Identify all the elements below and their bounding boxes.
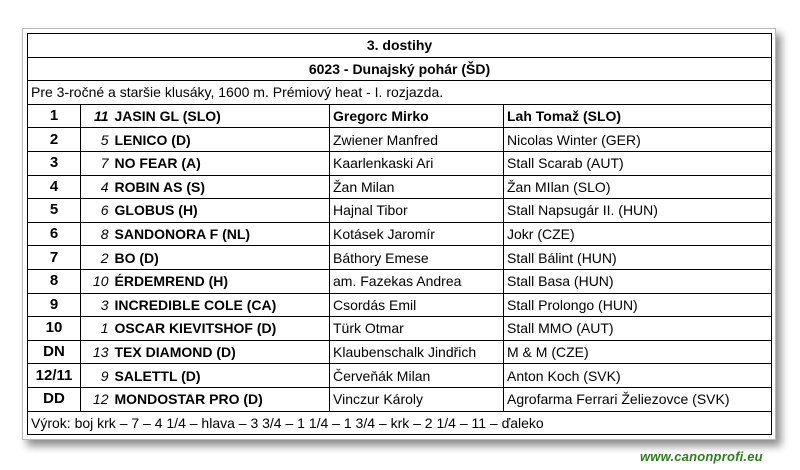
race-name: 6023 - Dunajský pohár (ŠD) bbox=[28, 57, 772, 81]
result-place: 7 bbox=[28, 246, 81, 270]
result-number: 5 bbox=[81, 128, 112, 152]
result-owner: Stall Basa (HUN) bbox=[504, 269, 772, 293]
watermark-text: www.canonprofi.eu bbox=[640, 449, 763, 464]
result-horse: LENICO (D) bbox=[112, 128, 330, 152]
race-conditions-row bbox=[28, 81, 772, 105]
race-title: 3. dostihy bbox=[28, 34, 772, 58]
result-place: 9 bbox=[28, 293, 81, 317]
result-driver: Kotásek Jaromír bbox=[330, 222, 504, 246]
result-horse: OSCAR KIEVITSHOF (D) bbox=[112, 317, 330, 341]
result-horse: JASIN GL (SLO) bbox=[112, 104, 330, 128]
result-owner: M & M (CZE) bbox=[504, 340, 772, 364]
result-number: 11 bbox=[81, 104, 112, 128]
result-owner: Stall Scarab (AUT) bbox=[504, 151, 772, 175]
result-number: 1 bbox=[81, 317, 112, 341]
result-number: 2 bbox=[81, 246, 112, 270]
result-number: 6 bbox=[81, 199, 112, 223]
result-number: 12 bbox=[81, 387, 112, 411]
result-row bbox=[28, 340, 772, 364]
result-horse: MONDOSTAR PRO (D) bbox=[112, 387, 330, 411]
result-place: 10 bbox=[28, 317, 81, 341]
result-number: 13 bbox=[81, 340, 112, 364]
result-driver: Türk Otmar bbox=[330, 317, 504, 341]
results-card bbox=[22, 28, 776, 440]
result-horse: SALETTL (D) bbox=[112, 364, 330, 388]
result-owner: Anton Koch (SVK) bbox=[504, 364, 772, 388]
result-horse: NO FEAR (A) bbox=[112, 151, 330, 175]
result-horse: INCREDIBLE COLE (CA) bbox=[112, 293, 330, 317]
result-row bbox=[28, 269, 772, 293]
result-driver: Csordás Emil bbox=[330, 293, 504, 317]
result-row bbox=[28, 175, 772, 199]
result-driver: Gregorc Mirko bbox=[330, 104, 504, 128]
result-driver: Hajnal Tibor bbox=[330, 199, 504, 223]
result-row bbox=[28, 246, 772, 270]
result-owner: Lah Tomaž (SLO) bbox=[504, 104, 772, 128]
result-driver: Žan Milan bbox=[330, 175, 504, 199]
result-driver: Zwiener Manfred bbox=[330, 128, 504, 152]
result-owner: Žan MIlan (SLO) bbox=[504, 175, 772, 199]
result-place: 6 bbox=[28, 222, 81, 246]
result-number: 8 bbox=[81, 222, 112, 246]
result-owner: Stall Bálint (HUN) bbox=[504, 246, 772, 270]
result-row bbox=[28, 317, 772, 341]
race-title-row bbox=[28, 34, 772, 58]
result-row bbox=[28, 199, 772, 223]
result-row bbox=[28, 222, 772, 246]
result-row bbox=[28, 364, 772, 388]
result-driver: Báthory Emese bbox=[330, 246, 504, 270]
result-driver: Červeňák Milan bbox=[330, 364, 504, 388]
result-horse: TEX DIAMOND (D) bbox=[112, 340, 330, 364]
result-driver: Klaubenschalk Jindřich bbox=[330, 340, 504, 364]
race-margins: Výrok: boj krk – 7 – 4 1/4 – hlava – 3 3/4 – 1 1/4 – 1 3/4 – krk – 2 1/4 – 11 – ďaleko bbox=[28, 411, 772, 435]
result-place: DD bbox=[28, 387, 81, 411]
result-driver: Vinczur Károly bbox=[330, 387, 504, 411]
result-place: 1 bbox=[28, 104, 81, 128]
result-owner: Jokr (CZE) bbox=[504, 222, 772, 246]
result-owner: Stall MMO (AUT) bbox=[504, 317, 772, 341]
result-number: 9 bbox=[81, 364, 112, 388]
result-number: 10 bbox=[81, 269, 112, 293]
result-row bbox=[28, 387, 772, 411]
result-row bbox=[28, 104, 772, 128]
result-horse: ÉRDEMREND (H) bbox=[112, 269, 330, 293]
result-number: 7 bbox=[81, 151, 112, 175]
result-number: 3 bbox=[81, 293, 112, 317]
result-place: 2 bbox=[28, 128, 81, 152]
race-margins-row bbox=[28, 411, 772, 435]
result-driver: Kaarlenkaski Ari bbox=[330, 151, 504, 175]
result-place: 12/11 bbox=[28, 364, 81, 388]
result-owner: Nicolas Winter (GER) bbox=[504, 128, 772, 152]
race-conditions: Pre 3-ročné a staršie klusáky, 1600 m. Prémiový heat - I. rozjazda. bbox=[28, 81, 772, 105]
result-place: DN bbox=[28, 340, 81, 364]
result-row bbox=[28, 151, 772, 175]
result-horse: BO (D) bbox=[112, 246, 330, 270]
result-horse: GLOBUS (H) bbox=[112, 199, 330, 223]
race-name-row bbox=[28, 57, 772, 81]
results-table bbox=[27, 33, 772, 435]
result-owner: Stall Prolongo (HUN) bbox=[504, 293, 772, 317]
result-row bbox=[28, 293, 772, 317]
result-row bbox=[28, 128, 772, 152]
result-driver: am. Fazekas Andrea bbox=[330, 269, 504, 293]
result-owner: Stall Napsugár II. (HUN) bbox=[504, 199, 772, 223]
result-place: 8 bbox=[28, 269, 81, 293]
result-place: 3 bbox=[28, 151, 81, 175]
result-place: 5 bbox=[28, 199, 81, 223]
result-horse: SANDONORA F (NL) bbox=[112, 222, 330, 246]
result-horse: ROBIN AS (S) bbox=[112, 175, 330, 199]
result-place: 4 bbox=[28, 175, 81, 199]
result-owner: Agrofarma Ferrari Želiezovce (SVK) bbox=[504, 387, 772, 411]
result-number: 4 bbox=[81, 175, 112, 199]
